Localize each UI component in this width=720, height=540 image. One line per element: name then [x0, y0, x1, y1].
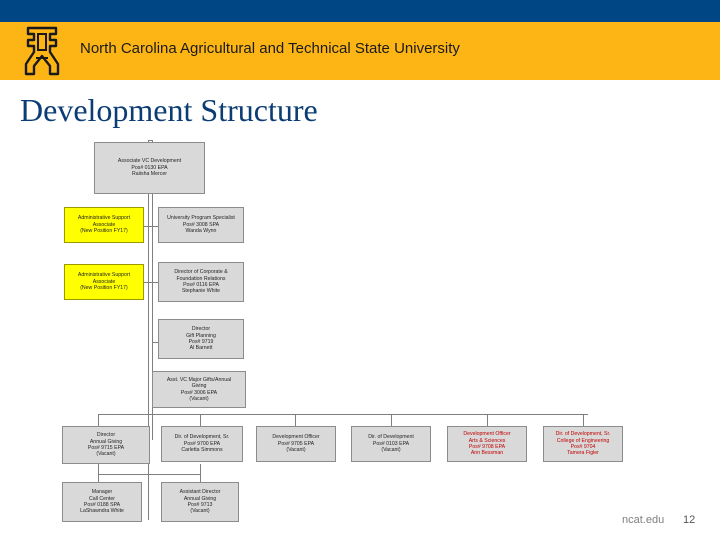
org-box-line: Pos# 0188 SPA	[83, 502, 121, 508]
org-box-line: Director	[191, 326, 211, 333]
org-box-line: Associate VC Development	[117, 158, 182, 165]
org-box-line: Pos# 0116 EPA	[183, 282, 219, 288]
org-box-line: University Program Specialist	[167, 215, 235, 222]
org-box-line: Call Center	[89, 495, 115, 502]
org-box-line: Director of Corporate &	[174, 269, 228, 276]
org-box-associate-vc	[94, 142, 205, 194]
connector-line	[200, 464, 201, 482]
org-box-line: Stephanie White	[181, 288, 221, 295]
org-box-line: (Vacant)	[96, 451, 116, 458]
org-box-dir-dev	[351, 426, 431, 462]
org-box-line: Annual Giving	[183, 495, 217, 502]
org-box-line: College of Engineering	[556, 437, 610, 444]
org-box-line: Pos# 9713	[187, 502, 213, 508]
org-box-line: (Vacant)	[189, 395, 209, 402]
org-box-line: Gift Planning	[186, 332, 216, 339]
org-box-dir-dev-sr	[161, 426, 243, 462]
org-box-line: Pos# 9704	[570, 444, 596, 450]
org-box-line: (New Position FY17)	[80, 285, 128, 292]
org-box-line: Pos# 0103 EPA	[372, 440, 410, 447]
connector-line	[200, 414, 201, 426]
org-box-line: Pos# 9715 EPA	[87, 445, 125, 451]
connector-line	[144, 282, 158, 283]
org-box-dir-dev-sr-engineering	[543, 426, 623, 462]
org-box-line: Annual Giving	[89, 438, 123, 445]
org-box-line: (New Position FY17)	[80, 228, 128, 235]
org-box-line: Pos# 3006 EPA	[180, 389, 218, 396]
org-box-line: Pos# 9705 EPA	[277, 440, 315, 447]
org-box-line: Pos# 3008 SPA	[182, 221, 220, 228]
connector-line	[583, 414, 584, 426]
connector-line	[295, 414, 296, 426]
org-box-major-gifts	[152, 371, 246, 408]
connector-line	[144, 226, 158, 227]
org-box-corporate-director	[158, 262, 244, 302]
org-box-line: (Vacant)	[286, 447, 306, 454]
org-box-annual-giving	[62, 426, 150, 464]
org-box-line: Ann Bessman	[470, 450, 504, 457]
org-box-program-specialist	[158, 207, 244, 243]
org-box-line: Development Officer	[463, 431, 511, 438]
org-box-line: (Vacant)	[190, 508, 210, 515]
org-box-line: Associate	[92, 221, 116, 228]
page-number: 12	[683, 514, 696, 526]
org-box-line: Dir. of Development	[368, 434, 414, 441]
org-box-line: Dir. of Development, Sr.	[555, 431, 611, 438]
org-box-line: Manager	[91, 489, 113, 496]
org-box-line: Pos# 9708 EPA	[468, 444, 506, 450]
org-box-admin-support-2	[64, 264, 144, 300]
org-box-line: Administrative Support	[77, 272, 131, 279]
connector-line	[98, 464, 99, 482]
org-box-line: Dir. of Development, Sr.	[174, 434, 230, 441]
org-box-assistant-director	[161, 482, 239, 522]
org-box-line: (Vacant)	[381, 447, 401, 454]
connector-line	[98, 414, 588, 415]
org-box-line: Wanda Wynn	[185, 228, 217, 235]
org-box-admin-support-1	[64, 207, 144, 243]
org-box-line: Carletta Simmons	[181, 447, 223, 454]
org-box-line: Tamera Figler	[567, 450, 599, 457]
org-box-dev-officer-arts	[447, 426, 527, 462]
org-box-line: Foundation Relations	[176, 275, 226, 282]
university-name: North Carolina Agricultural and Technical State University	[80, 40, 460, 57]
org-box-line: Assistant Director	[179, 489, 221, 496]
org-box-line: Associate	[92, 278, 116, 285]
org-box-line: Development Officer	[272, 434, 320, 441]
org-box-line: Director	[96, 432, 116, 439]
org-box-line: Arts & Sciences	[468, 437, 506, 444]
org-box-line: Administrative Support	[77, 215, 131, 222]
org-box-call-center	[62, 482, 142, 522]
org-box-line: LaShawndra White	[80, 508, 124, 515]
connector-line	[98, 474, 200, 475]
org-box-line: Pos# 9700 EPA	[183, 440, 221, 447]
org-box-line: Pos# 0130 EPA	[131, 164, 168, 171]
connector-line	[98, 414, 99, 426]
footer-url: ncat.edu	[622, 514, 665, 526]
org-box-line: Pos# 9719	[188, 339, 214, 345]
org-box-line: Giving	[191, 383, 207, 390]
org-box-gift-planning	[158, 319, 244, 359]
org-box-dev-officer	[256, 426, 336, 462]
org-box-line: Asst. VC Major Gifts/Annual	[166, 376, 232, 383]
org-box-line: Al Barnett	[189, 345, 213, 352]
org-box-line: Raiisha Mercer	[132, 171, 167, 178]
connector-line	[487, 414, 488, 426]
slide-title: Development Structure	[20, 92, 318, 128]
connector-line	[391, 414, 392, 426]
